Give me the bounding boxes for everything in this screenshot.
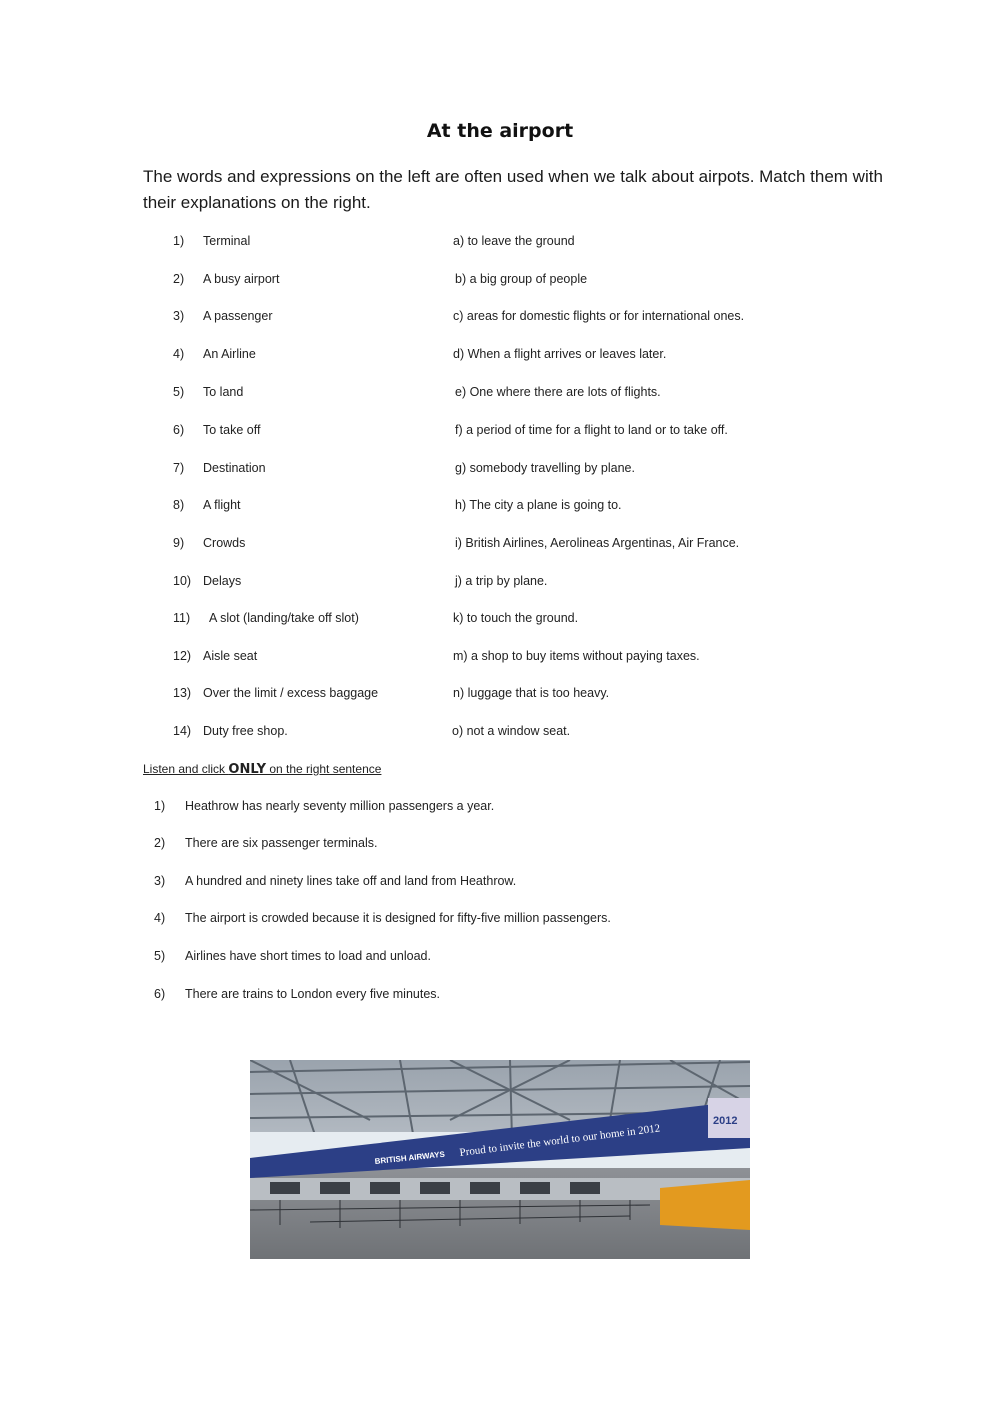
term-number: 5) <box>173 385 185 399</box>
sentence-option[interactable] <box>0 911 1000 931</box>
instructions: The words and expressions on the left are often used when we talk about airpots. Match them with their explanations on the right. <box>143 167 883 212</box>
term-number: 12) <box>173 649 192 663</box>
match-row <box>0 536 1000 556</box>
sentence-text[interactable]: There are trains to London every five minutes. <box>185 987 440 1001</box>
explanation: o) not a window seat. <box>452 724 571 738</box>
sentence-text[interactable]: There are six passenger terminals. <box>185 836 378 850</box>
term-number: 7) <box>173 461 185 475</box>
sentence-option[interactable] <box>0 987 1000 1007</box>
explanation: b) a big group of people <box>455 272 588 286</box>
explanation: f) a period of time for a flight to land or to take off. <box>455 423 728 437</box>
sentence-text[interactable]: A hundred and ninety lines take off and land from Heathrow. <box>185 874 517 888</box>
explanation: k) to touch the ground. <box>453 611 579 625</box>
term: Terminal <box>203 234 251 248</box>
sentence-number: 4) <box>154 911 166 925</box>
sentence-option[interactable] <box>0 949 1000 969</box>
term-number: 11) <box>173 611 191 625</box>
explanation: i) British Airlines, Aerolineas Argentinas, Air France. <box>455 536 740 550</box>
term: Crowds <box>203 536 246 550</box>
match-row <box>0 385 1000 405</box>
term-number: 9) <box>173 536 185 550</box>
term: A flight <box>203 498 241 512</box>
term: Duty free shop. <box>203 724 288 738</box>
term: Destination <box>203 461 266 475</box>
explanation: d) When a flight arrives or leaves later. <box>453 347 667 361</box>
sentence-number: 3) <box>154 874 166 888</box>
term: To land <box>203 385 244 399</box>
explanation: h) The city a plane is going to. <box>455 498 622 512</box>
match-row <box>0 611 1000 631</box>
match-row <box>0 234 1000 254</box>
match-row <box>0 498 1000 518</box>
match-row <box>0 724 1000 744</box>
sentence-text[interactable]: The airport is crowded because it is designed for fifty-five million passengers. <box>185 911 611 925</box>
airport-photo <box>250 1060 750 1259</box>
match-row <box>0 423 1000 443</box>
page-title: At the airport <box>426 120 574 142</box>
match-row <box>0 272 1000 292</box>
term: A passenger <box>203 309 273 323</box>
term-number: 6) <box>173 423 185 437</box>
term: A slot (landing/take off slot) <box>209 611 359 625</box>
match-row <box>0 649 1000 669</box>
sentence-number: 5) <box>154 949 166 963</box>
orange-counter <box>660 1180 750 1230</box>
term-number: 2) <box>173 272 185 286</box>
sentence-option[interactable] <box>0 836 1000 856</box>
listen-heading-before: Listen and click <box>143 762 229 776</box>
listen-heading <box>143 762 381 777</box>
term-number: 4) <box>173 347 185 361</box>
match-row <box>0 347 1000 367</box>
sentence-text[interactable]: Heathrow has nearly seventy million passengers a year. <box>185 799 495 813</box>
listen-heading-emphasis: ONLY <box>228 762 266 777</box>
term-number: 1) <box>173 234 185 248</box>
explanation: c) areas for domestic flights or for international ones. <box>453 309 745 323</box>
match-row <box>0 574 1000 594</box>
explanation: a) to leave the ground <box>453 234 575 248</box>
term: An Airline <box>203 347 256 361</box>
term: Delays <box>203 574 242 588</box>
match-row <box>0 309 1000 329</box>
explanation: n) luggage that is too heavy. <box>453 686 610 700</box>
explanation: m) a shop to buy items without paying taxes. <box>453 649 700 663</box>
listen-heading-after: on the right sentence <box>266 762 382 776</box>
banner-airline: BRITISH AIRWAYS <box>374 1149 446 1166</box>
sentence-number: 1) <box>154 799 166 813</box>
explanation: g) somebody travelling by plane. <box>455 461 635 475</box>
term-number: 13) <box>173 686 192 700</box>
explanation: e) One where there are lots of flights. <box>455 385 661 399</box>
term-number: 8) <box>173 498 185 512</box>
term: Over the limit / excess baggage <box>203 686 379 700</box>
sentence-text[interactable]: Airlines have short times to load and unload. <box>185 949 431 963</box>
term: To take off <box>203 423 261 437</box>
explanation: j) a trip by plane. <box>455 574 548 588</box>
banner-slogan: Proud to invite the world to our home in 2012 <box>458 1122 661 1159</box>
sentence-option[interactable] <box>0 874 1000 894</box>
olympic-logo-text: 2012 <box>713 1115 738 1127</box>
sentence-number: 6) <box>154 987 166 1001</box>
term: A busy airport <box>203 272 280 286</box>
match-row <box>0 461 1000 481</box>
sentence-number: 2) <box>154 836 166 850</box>
term-number: 10) <box>173 574 192 588</box>
match-row <box>0 686 1000 706</box>
sentence-option[interactable] <box>0 799 1000 819</box>
term: Aisle seat <box>203 649 258 663</box>
term-number: 3) <box>173 309 185 323</box>
term-number: 14) <box>173 724 192 738</box>
